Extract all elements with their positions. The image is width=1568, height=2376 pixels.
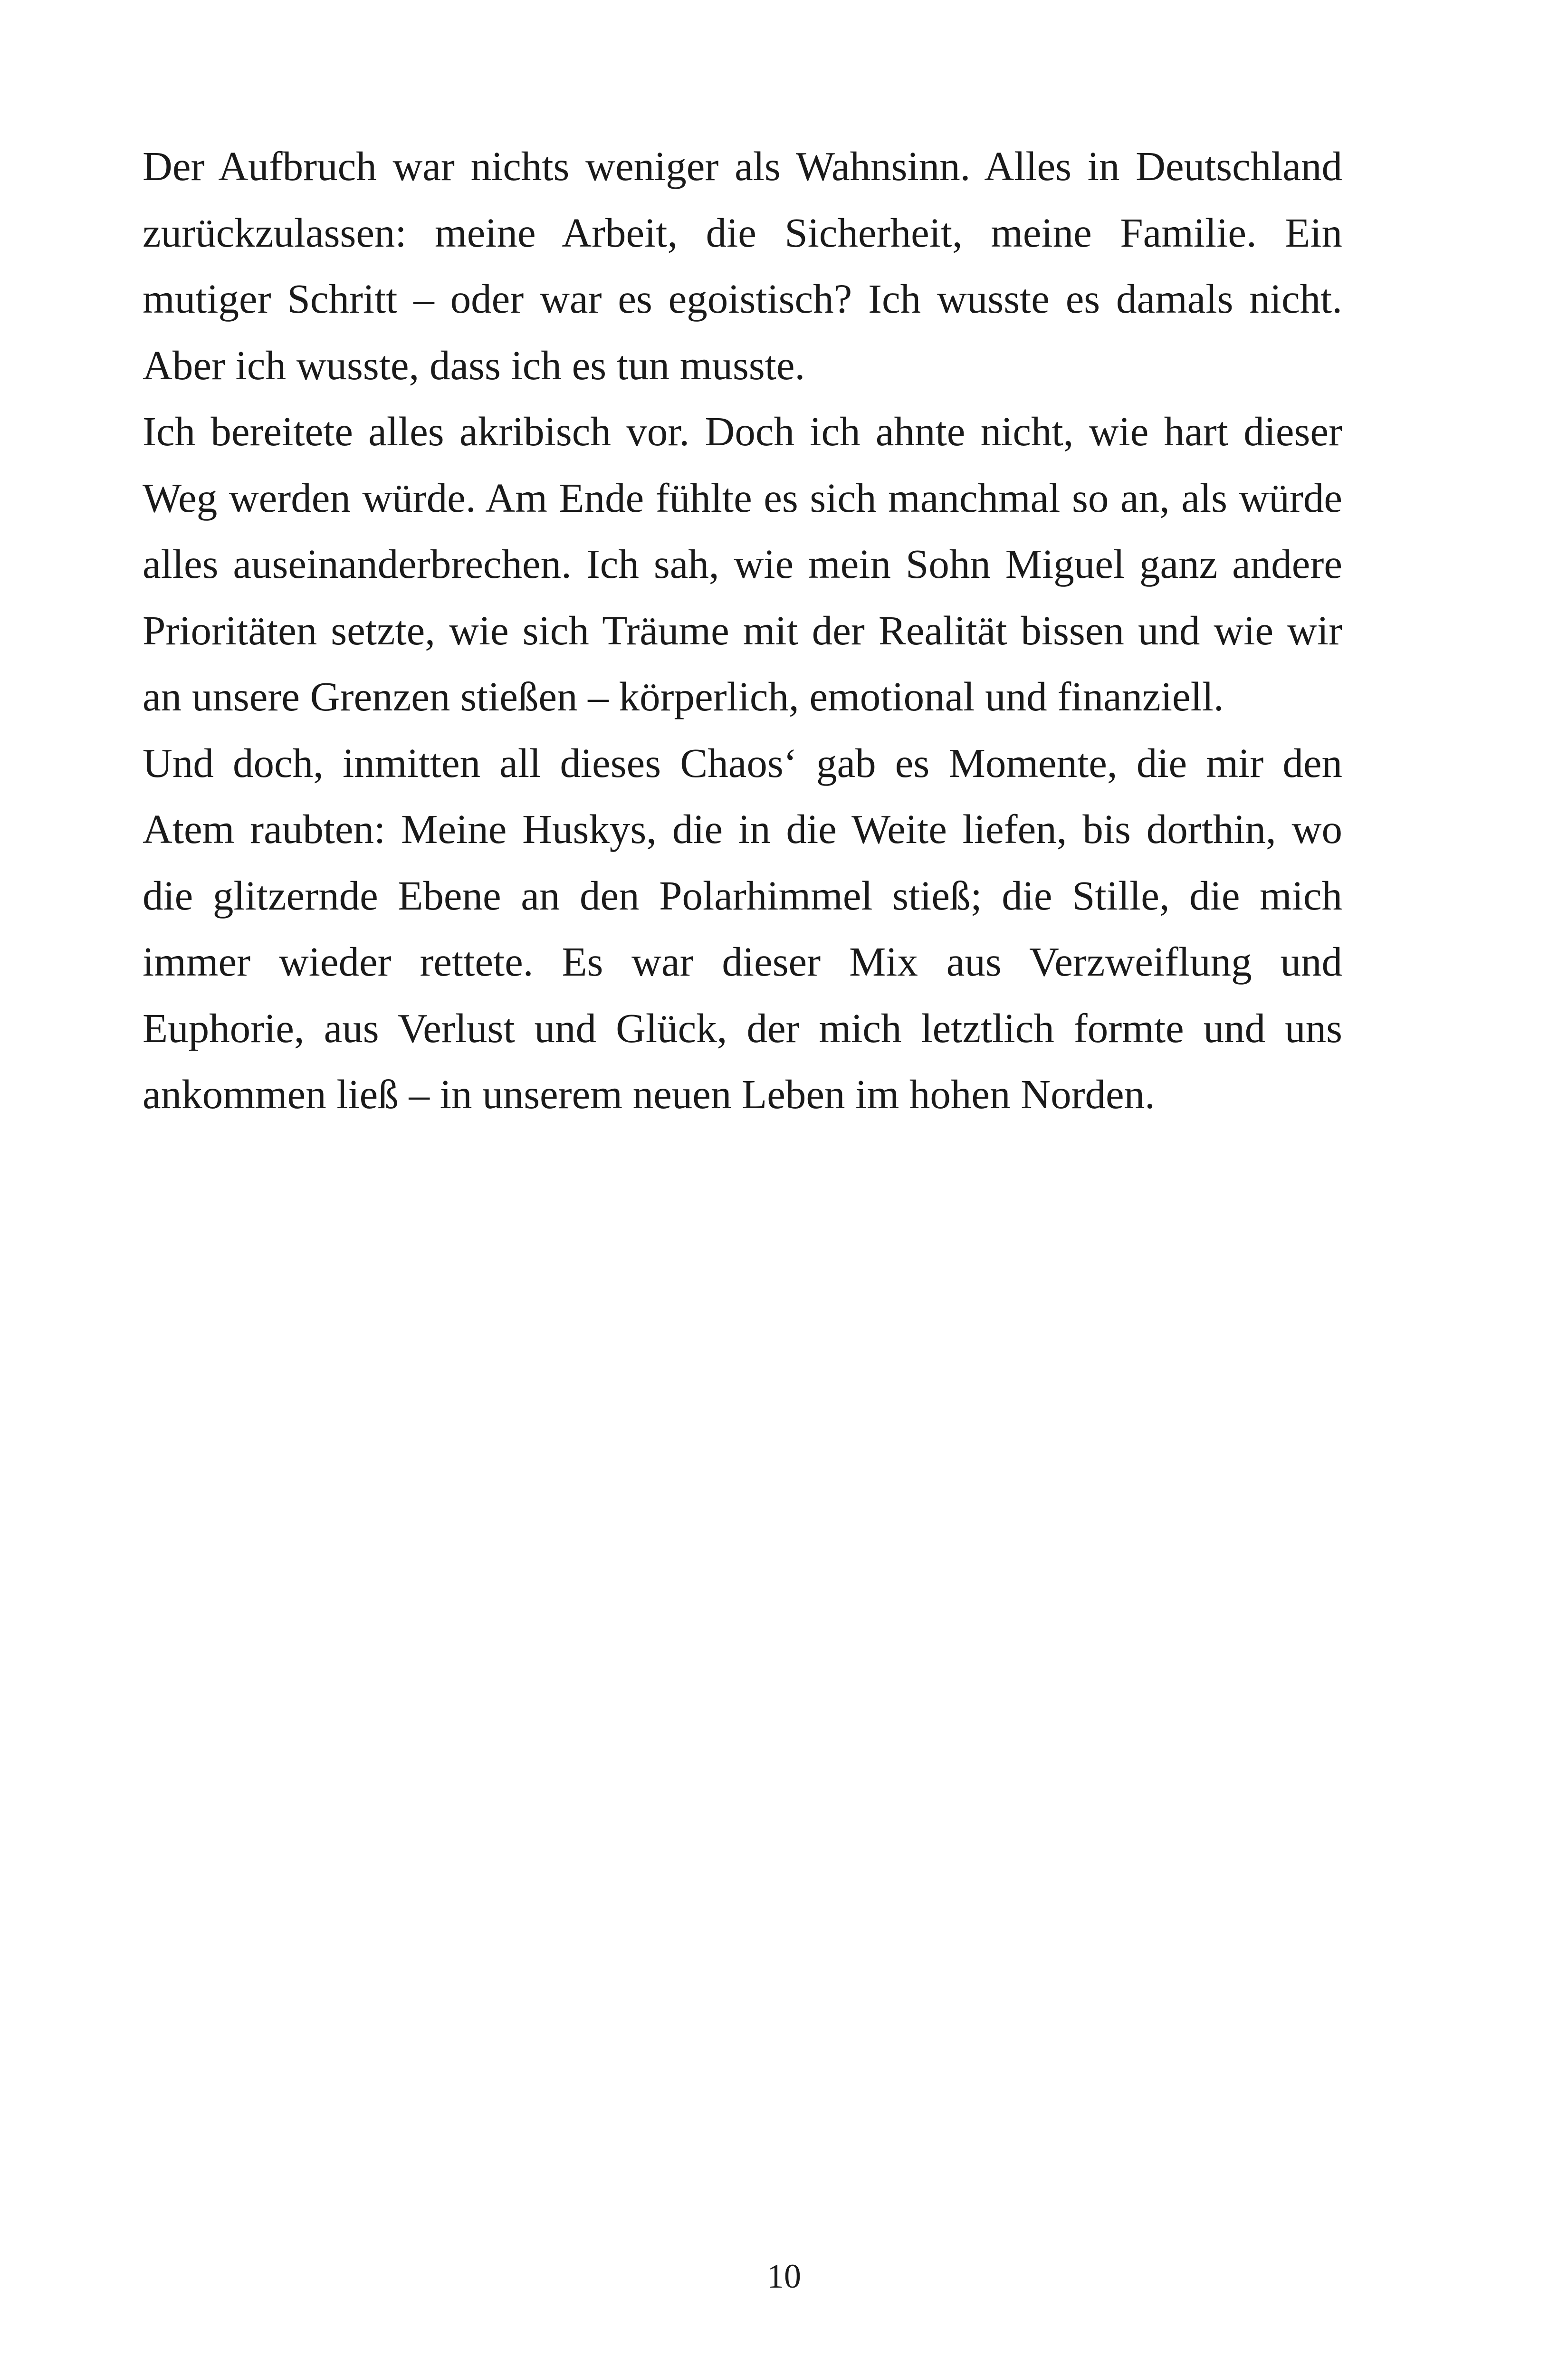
body-text — [143, 133, 1342, 1128]
page-number: 10 — [767, 2257, 801, 2295]
paragraph-1: Der Aufbruch war nichts weniger als Wahnsinn. Alles in Deutschland zurückzulassen: meine Arbeit, die Sicherheit, meine Familie. Ein mutiger Schritt – oder war es egoistisch? Ich wusste es damals nicht. Aber ich wusste, dass ich es tun musste. — [143, 143, 1342, 388]
paragraph-2: Ich bereitete alles akribisch vor. Doch ich ahnte nicht, wie hart dieser Weg werden würde. Am Ende fühlte es sich manchmal so an, als würde alles auseinanderbrechen. Ich sah, wie mein Sohn Miguel ganz andere Prioritäten setzte, wie sich Träume mit der Realität bissen und wie wir an unsere Grenzen stießen – körperlich, emotional und finanziell. — [143, 408, 1342, 719]
paragraph-3: Und doch, inmitten all dieses Chaos‘ gab es Momente, die mir den Atem raubten: Meine Huskys, die in die Weite liefen, bis dorthin, wo die glitzernde Ebene an den Polarhimmel stieß; die Stille, die mich immer wieder rettete. Es war dieser Mix aus Verzweiflung und Euphorie, aus Verlust und Glück, der mich letztlich formte und uns ankommen ließ – in unserem neuen Leben im hohen Norden. — [143, 739, 1342, 1117]
